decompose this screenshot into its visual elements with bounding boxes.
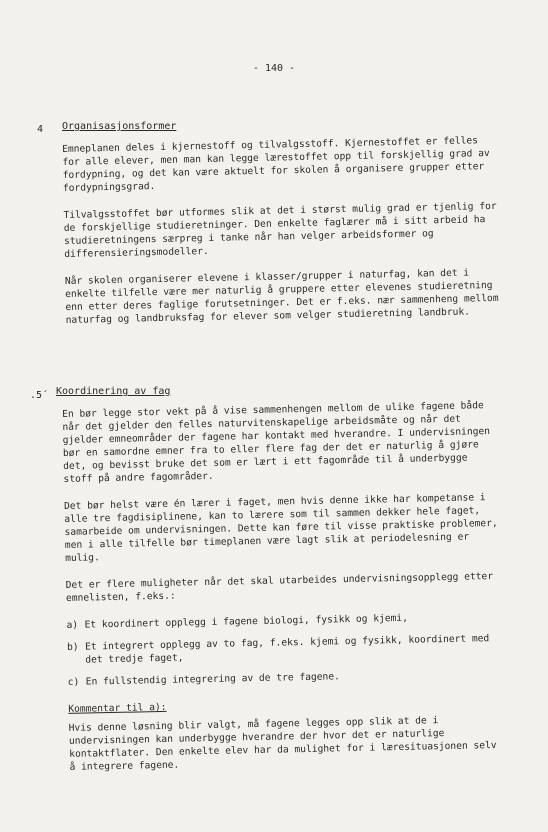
page-number: - 140 - [252,63,296,74]
list-item [68,667,506,689]
comment-heading: Kommentar til a): [68,701,167,715]
list-item-text: En fullstendig integrering av de tre fagene. [85,671,340,688]
section-marker-5: .5´ [30,390,49,401]
list-item-text: Et integrert opplegg av to fag, f.eks. kjemi og fysikk, koordinert med det tredje faget, [84,633,490,666]
section-heading-koordinering: Koordinering av fag [56,386,171,397]
list-item-label: c) [67,676,80,688]
paragraph: Tilvalgsstoffet bør utformes slik at det i størst mulig grad er tjenlig for de forskjellige studieretninger. Den enkelte faglærer må i sitt arbeid ha studieretningens særpreg i tanke når han velger arbeidsformer og differensieringsmodeller. [63,200,497,260]
option-list [66,610,505,689]
section-5-body [62,399,508,788]
comment-paragraph: Hvis denne løsning blir valgt, må fagene legges opp slik at de i undervisningen kan underbygge hverandre der hvor det er naturlige kontaktflater. Den enkelte elev har da mulighet for i læresituasjonen selv å integrere fagene. [68,715,497,773]
list-item-text: Et koordinert opplegg i fagene biologi, fysikk og kjemi, [84,612,409,631]
list-item [66,610,504,632]
list-item [67,632,505,667]
paragraph: Det bør helst være én lærer i faget, men hvis denne ikke har kompetanse i alle tre fagdisiplinene, kan to lærere som til sammen dekker hele faget, samarbeide om undervisningen. Dette kan føre til visse praktiske problemer, men i alle tilfelle bør timeplanen være lagt slik at periodelesning er mulig. [63,492,498,564]
list-item-label: b) [66,641,79,653]
section-4-body [62,134,504,341]
section-heading-organisasjonsformer: Organisasjonsformer [62,121,177,132]
paragraph: En bør legge stor vekt på å vise sammenhengen mellom de ulike fagene både når det gjelder den felles naturvitenskapelige arbeidsmåte og når det gjelder emneområder der fagene har kontakt med hverandre. I undervisningen bør en samordne emner fra to eller flere fag der det er naturlig å gjøre det, og bevisst bruke det som er lært i ett fagområde til å underbygge stoff på andre fagområder. [62,400,491,485]
list-item-label: a) [66,619,79,631]
paragraph: Emneplanen deles i kjernestoff og tilvalgsstoff. Kjernestoffet er felles for alle elever, men man kan legge lærestoffet opp til forskjellig grad av fordypning, og det kan være aktuelt for skolen å organisere grupper etter fordypningsgrad. [62,135,490,194]
paragraph: Når skolen organiserer elevene i klasser/grupper i naturfag, kan det i enkelte tilfelle være mer naturlig å gruppere etter elevenes studieretning enn etter deres faglige forutsetninger. Det er f.eks. nær sammenheng mellom naturfag og landbruksfag for elever som velger studieretning landbruk. [64,267,499,326]
section-marker-4: 4 [37,124,44,135]
paragraph: Det er flere muligheter når det skal utarbeides undervisningsopplegg etter emnelisten, f.eks.: [65,571,494,604]
